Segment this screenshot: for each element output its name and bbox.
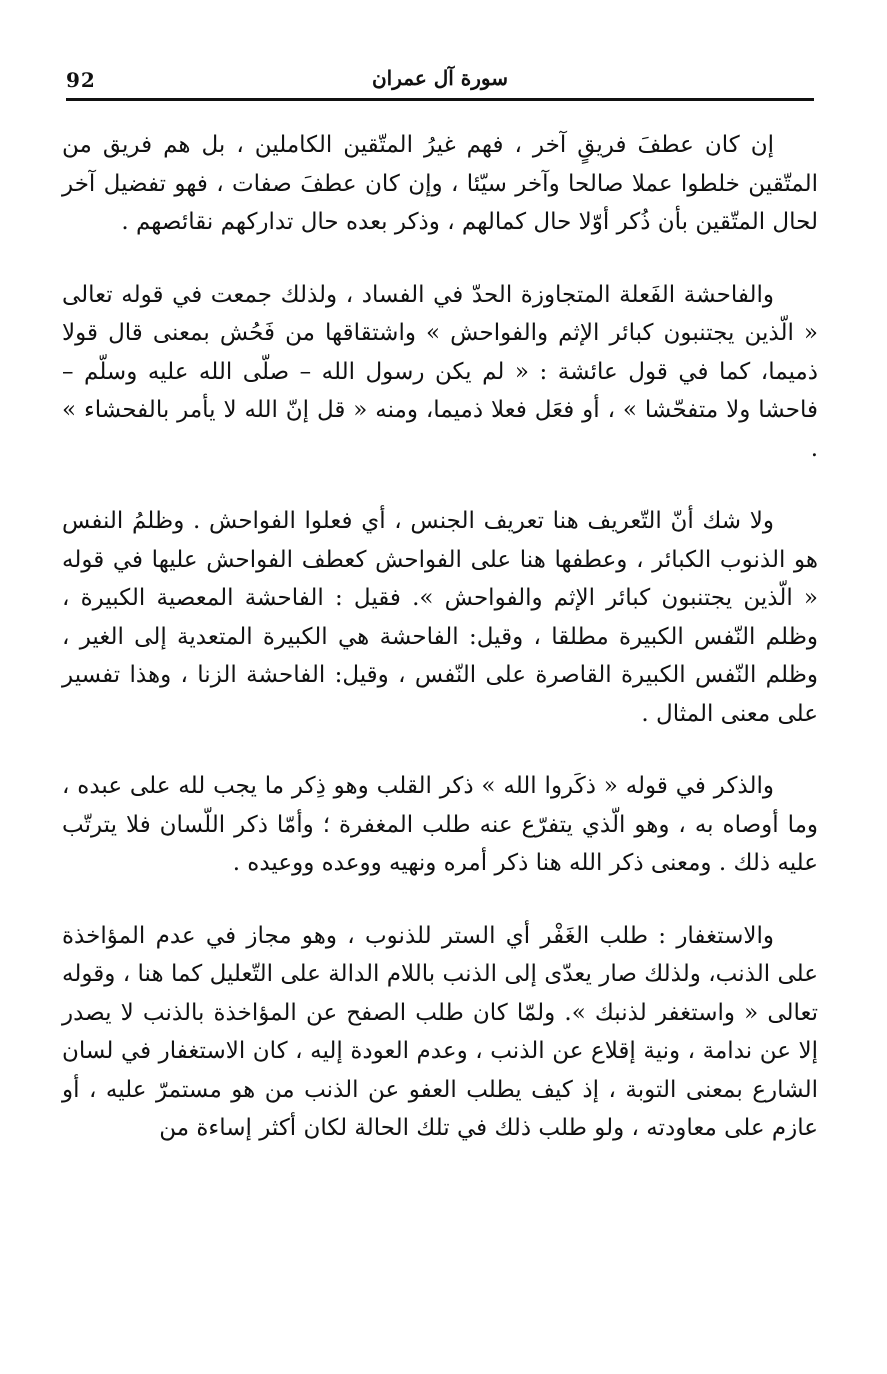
body-text xyxy=(62,126,818,1148)
paragraph-1: إن كان عطفَ فريقٍ آخر ، فهم غيرُ المتّقين الكاملين ، بل هم فريق من المتّقين خلطوا عملا صالحا وآخر سيّئا ، وإن كان عطفَ صفات ، فهو تفضيل آخر لحال المتّقين بأن ذُكر أوّلا حال كمالهم ، وذكر بعده حال تداركهم نقائصهم . xyxy=(62,132,818,235)
page-number: 92 xyxy=(66,68,96,92)
paragraph-4: والذكر في قوله « ذكَروا الله » ذكر القلب وهو ذِكر ما يجب لله على عبده ، وما أوصاه به ، وهو الّذي يتفرّع عنه طلب المغفرة ؛ وأمّا ذكر اللّسان فلا يترتّب عليه ذلك . ومعنى ذكر الله هنا ذكر أمره ونهيه ووعده ووعيده . xyxy=(62,773,818,876)
paragraph-2: والفاحشة الفَعلة المتجاوزة الحدّ في الفساد ، ولذلك جمعت في قوله تعالى « الّذين يجتنبون كبائر الإثم والفواحش » واشتقاقها من فَحُش بمعنى قال قولا ذميما، كما في قول عائشة : « لم يكن رسول الله – صلّى الله عليه وسلّم – فاحشا ولا متفحّشا » ، أو فعَل فعلا ذميما، ومنه « قل إنّ الله لا يأمر بالفحشاء » . xyxy=(62,281,818,462)
paragraph-5: والاستغفار : طلب الغَفْر أي الستر للذنوب ، وهو مجاز في عدم المؤاخذة على الذنب، ولذلك صار يعدّى إلى الذنب باللام الدالة على التّعليل كما هنا ، وقوله تعالى « واستغفر لذنبك ». ولمّا كان طلب الصفح عن المؤاخذة بالذنب لا يصدر إلا عن ندامة ، ونية إقلاع عن الذنب ، وعدم العودة إليه ، كان الاستغفار في لسان الشارع بمعنى التوبة ، إذ كيف يطلب العفو عن الذنب من هو مستمرّ عليه ، أو عازم على معاودته ، ولو طلب ذلك في تلك الحالة لكان أكثر إساءة من xyxy=(62,922,818,1141)
running-title: سورة آل عمران xyxy=(371,66,508,90)
paragraph-3: ولا شك أنّ التّعريف هنا تعريف الجنس ، أي فعلوا الفواحش . وظلمُ النفس هو الذنوب الكبائر ، وعطفها هنا على الفواحش كعطف الفواحش عليها في قوله « الّذين يجتنبون كبائر الإثم والفواحش ». فقيل : الفاحشة المعصية الكبيرة ، وظلم النّفس الكبيرة مطلقا ، وقيل: الفاحشة هي الكبيرة المتعدية إلى الغير ، وظلم النّفس الكبيرة القاصرة على النّفس ، وقيل: الفاحشة الزنا ، وهذا تفسير على معنى المثال . xyxy=(62,508,818,727)
page-header xyxy=(66,62,814,101)
